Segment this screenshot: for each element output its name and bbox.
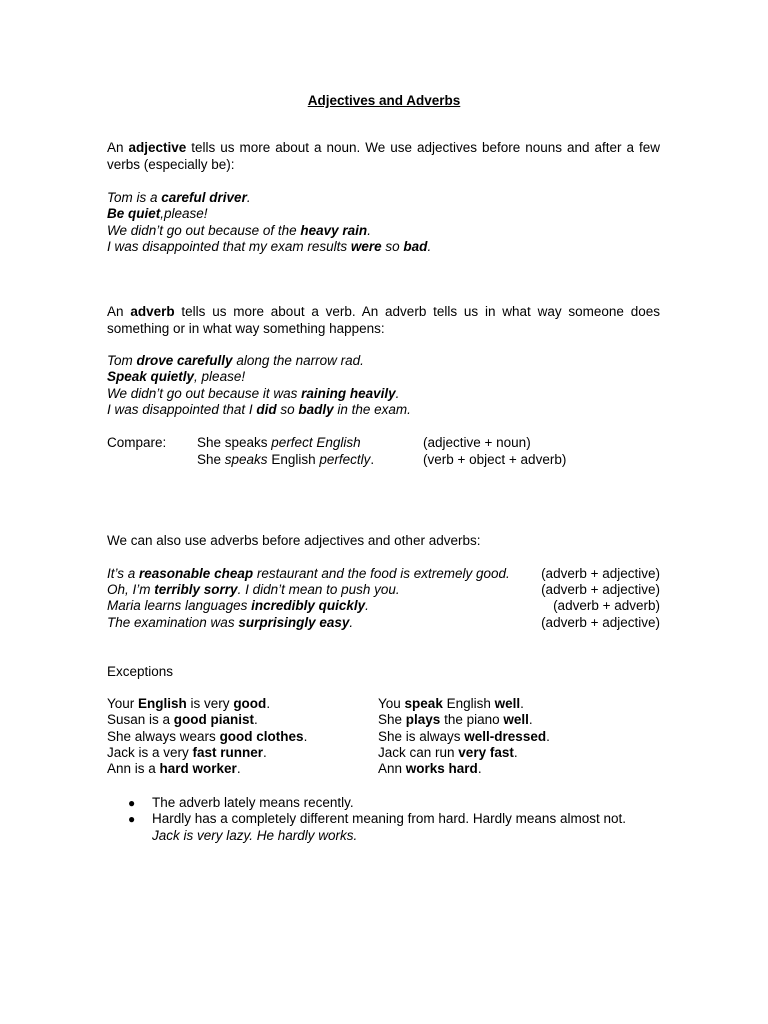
adverb-intro: An adverb tells us more about a verb. An adverb tells us in what way someone does something or in what way something happens: bbox=[107, 304, 660, 336]
modifier-example-row: The examination was surprisingly easy. (adverb + adjective) bbox=[107, 615, 660, 630]
modifier-example-row: Maria learns languages incredibly quickly. (adverb + adverb) bbox=[107, 598, 660, 613]
bullet-item: ● The adverb lately means recently. bbox=[128, 795, 354, 810]
grammar-note: (adjective + noun) bbox=[423, 435, 531, 450]
example-line: I was disappointed that my exam results were so bad. bbox=[107, 238, 432, 254]
example-line: I was disappointed that I did so badly in the exam. bbox=[107, 401, 411, 417]
notes-bullet-list bbox=[128, 795, 626, 844]
grammar-note: (adverb + adjective) bbox=[541, 582, 660, 597]
exception-line: Susan is a good pianist. bbox=[107, 712, 258, 728]
example-line: We didn’t go out because of the heavy rain. bbox=[107, 222, 371, 238]
exception-line: She plays the piano well. bbox=[378, 712, 533, 728]
modifiers-intro: We can also use adverbs before adjectives and other adverbs: bbox=[107, 533, 481, 548]
compare-notes bbox=[423, 435, 566, 468]
modifier-example-row: Oh, I’m terribly sorry. I didn’t mean to push you. (adverb + adjective) bbox=[107, 582, 660, 597]
compare-examples bbox=[197, 435, 374, 468]
adverb-examples bbox=[107, 353, 411, 418]
exception-line: Your English is very good. bbox=[107, 696, 271, 711]
compare-label: Compare: bbox=[107, 435, 167, 450]
example-line: We didn’t go out because it was raining heavily. bbox=[107, 385, 400, 401]
exceptions-heading: Exceptions bbox=[107, 664, 174, 679]
grammar-note: (adverb + adjective) bbox=[541, 615, 660, 630]
grammar-note: (adverb + adjective) bbox=[541, 566, 660, 581]
compare-row: She speaks English perfectly. bbox=[197, 451, 375, 467]
example-line: Tom drove carefully along the narrow rad. bbox=[107, 353, 364, 368]
adjective-examples bbox=[107, 190, 431, 255]
modifier-example-row: It’s a reasonable cheap restaurant and the food is extremely good. (adverb + adjective) bbox=[107, 566, 660, 581]
document-title: Adjectives and Adverbs bbox=[307, 93, 461, 108]
exceptions-adjective-column bbox=[107, 696, 307, 777]
bullet-icon: ● bbox=[128, 812, 136, 827]
example-line: Tom is a careful driver. bbox=[107, 190, 251, 205]
bullet-icon: ● bbox=[128, 796, 136, 810]
exception-line: She always wears good clothes. bbox=[107, 728, 308, 744]
bullet-example: Jack is very lazy. He hardly works. bbox=[152, 827, 358, 843]
exception-line: Ann is a hard worker. bbox=[107, 761, 241, 777]
exception-line: Jack can run very fast. bbox=[378, 744, 518, 760]
compare-row: She speaks perfect English bbox=[197, 435, 361, 450]
example-line: Be quiet,please! bbox=[107, 206, 208, 222]
grammar-note: (adverb + adverb) bbox=[553, 598, 660, 613]
grammar-note: (verb + object + adverb) bbox=[423, 451, 567, 467]
term-adverb: adverb bbox=[130, 304, 175, 319]
example-line: Speak quietly, please! bbox=[107, 369, 246, 385]
term-adjective: adjective bbox=[128, 140, 187, 155]
exception-line: Jack is a very fast runner. bbox=[107, 744, 267, 760]
bullet-item: ● Hardly has a completely different meaning from hard. Hardly means almost not. Jack is very lazy. He hardly works. bbox=[128, 811, 626, 843]
exception-line: You speak English well. bbox=[378, 696, 524, 711]
exceptions-adverb-column bbox=[378, 696, 550, 777]
exception-line: Ann works hard. bbox=[378, 761, 482, 777]
exception-line: She is always well-dressed. bbox=[378, 728, 550, 744]
adjective-intro: An adjective tells us more about a noun. We use adjectives before nouns and after a few verbs (especially be): bbox=[107, 140, 661, 172]
